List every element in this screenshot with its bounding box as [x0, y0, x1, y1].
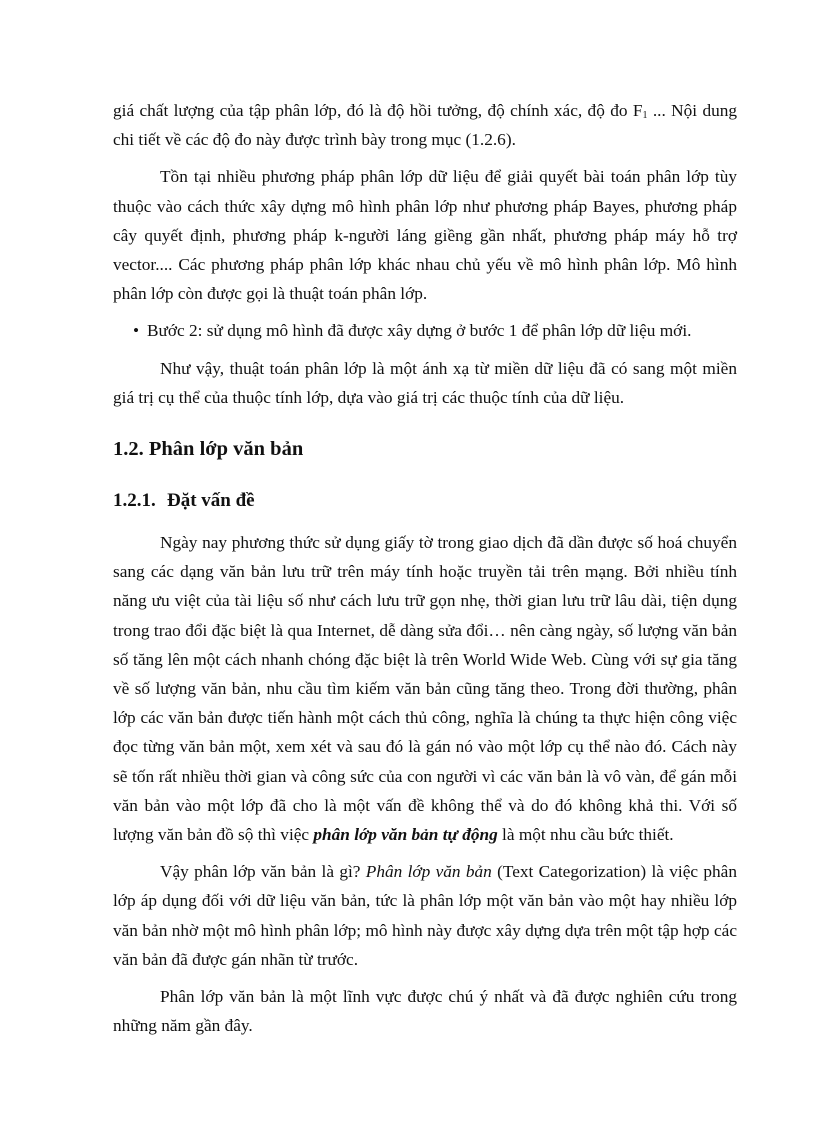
paragraph-problem-statement: Ngày nay phương thức sử dụng giấy tờ trong giao dịch đã dần được số hoá chuyển sang các dạng văn bản lưu trữ trên máy tính hoặc truyền tải trên mạng. Bởi nhiều tính năng ưu việt của tài liệu số như cách lưu trữ gọn nhẹ, thời gian lưu trữ lâu dài, tiện dụng trong trao đổi đặc biệt là qua Internet, dễ dàng sửa đổi… nên càng ngày, số lượng văn bản số tăng lên một cách nhanh chóng đặc biệt là trên World Wide Web. Cùng với sự gia tăng về số lượng văn bản, nhu cầu tìm kiếm văn bản cũng tăng theo. Trong đời thường, phân lớp các văn bản được tiến hành một cách thủ công, nghĩa là chúng ta thực hiện công việc đọc từng văn bản một, xem xét và sau đó là gán nó vào một lớp cụ thể nào đó. Cách này sẽ tốn rất nhiều thời gian và công sức của con người vì các văn bản là vô vàn, để gán mỗi văn bản vào một lớp đã cho là một vấn đề không thể và do đó không khả thi. Với số lượng văn bản đồ sộ thì việc phân lớp văn bản tự động là một nhu cầu bức thiết. [113, 533, 737, 845]
paragraph-research-interest: Phân lớp văn bản là một lĩnh vực được chú ý nhất và đã được nghiên cứu trong những năm gần đây. [113, 987, 737, 1036]
emphasis-auto-classification: phân lớp văn bản tự động [313, 825, 498, 845]
term-text-categorization: Phân lớp văn bản [365, 862, 492, 882]
subsection-heading [113, 486, 737, 516]
document-page [113, 96, 737, 1040]
paragraph-mapping-definition: Như vậy, thuật toán phân lớp là một ánh xạ từ miền dữ liệu đã có sang một miền giá trị cụ thể của thuộc tính lớp, dựa vào giá trị các thuộc tính của dữ liệu. [113, 358, 737, 407]
subsection-number: 1.2.1. [113, 490, 156, 512]
bullet-dot-icon: • [133, 321, 140, 341]
paragraph-text-categorization-definition: Vậy phân lớp văn bản là gì? Phân lớp văn bản (Text Categorization) là việc phân lớp áp dụng đối với dữ liệu văn bản, tức là phân lớp một văn bản vào một hay nhiều lớp văn bản nhờ một mô hình phân lớp; mô hình này được xây dựng dựa trên một tập hợp các văn bản đã được gán nhãn từ trước. [113, 862, 737, 969]
subscript-one: 1 [642, 110, 648, 121]
paragraph-classification-methods: Tồn tại nhiều phương pháp phân lớp dữ liệu để giải quyết bài toán phân lớp tùy thuộc vào cách thức xây dựng mô hình phân lớp như phương pháp Bayes, phương pháp cây quyết định, phương pháp k-người láng giềng gần nhất, phương pháp máy hỗ trợ vector.... Các phương pháp phân lớp khác nhau chủ yếu về mô hình phân lớp. Mô hình phân lớp còn được gọi là thuật toán phân lớp. [113, 167, 737, 304]
section-heading: 1.2. Phân lớp văn bản [113, 438, 304, 461]
bullet-text: Bước 2: sử dụng mô hình đã được xây dựng ở bước 1 để phân lớp dữ liệu mới. [147, 321, 692, 341]
subsection-title: Đặt vấn đề [167, 490, 255, 512]
bullet-step-2 [113, 316, 737, 345]
paragraph-evaluation-measures: giá chất lượng của tập phân lớp, đó là độ hồi tưởng, độ chính xác, độ đo $F_1$ ... Nội dung chi tiết về các độ đo này được trình bày trong mục (1.2.6). [113, 101, 738, 150]
